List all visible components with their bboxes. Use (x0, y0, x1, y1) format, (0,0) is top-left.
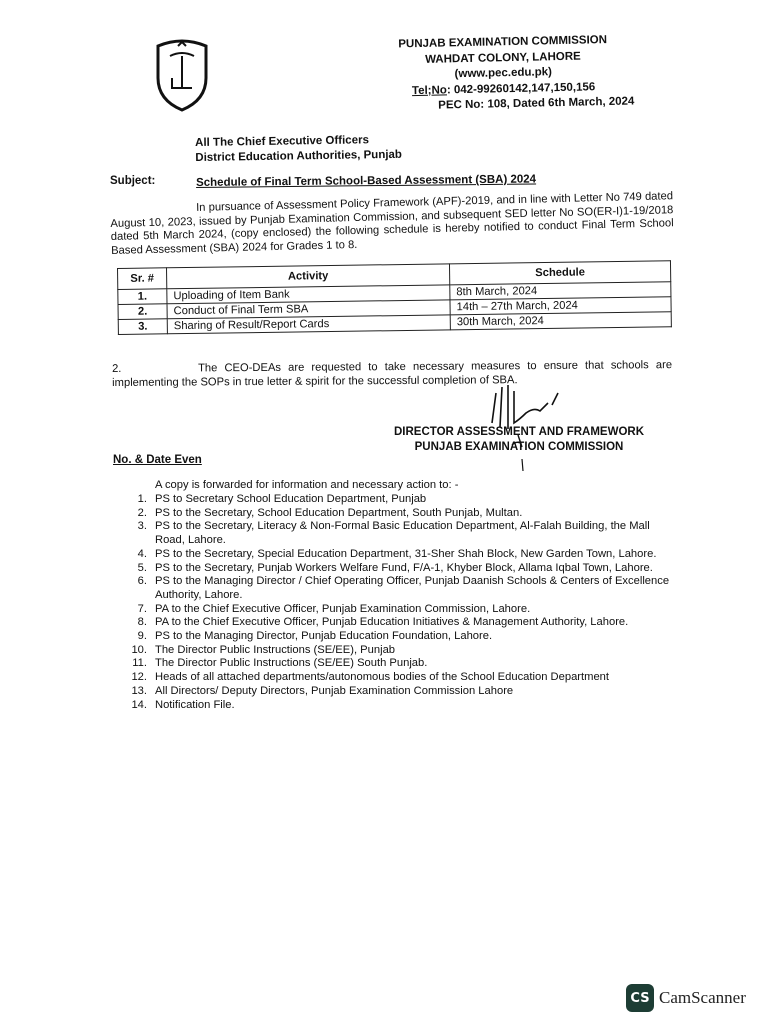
list-item (123, 562, 679, 576)
list-item-number: 2. (137, 506, 147, 519)
list-item-text: PS to the Managing Director / Chief Operating Officer, Punjab Daanish Schools & Centers of Excellence Authority, Lahore. (155, 575, 670, 601)
list-item (123, 616, 679, 630)
list-item-number: 3. (137, 520, 147, 533)
signatory-title: DIRECTOR ASSESSMENT AND FRAMEWORK (393, 426, 645, 438)
list-item-number: 10. (131, 643, 147, 656)
pec-logo-icon (148, 38, 216, 114)
list-item-text: PS to the Managing Director, Punjab Education Foundation, Lahore. (155, 630, 493, 643)
list-item (123, 520, 679, 547)
letterhead (370, 32, 637, 115)
addressee-line1: All The Chief Executive Officers (195, 134, 370, 149)
addressee-line2: District Education Authorities, Punjab (195, 148, 403, 164)
list-item (123, 657, 679, 671)
list-item-number: 4. (137, 547, 147, 560)
list-item (123, 493, 679, 507)
row-activity: Sharing of Result/Report Cards (167, 315, 450, 334)
list-item (123, 630, 679, 644)
list-item-number: 6. (137, 575, 147, 588)
camscanner-logo-icon: CS (626, 984, 654, 1012)
list-item-number: 7. (137, 602, 147, 615)
list-item-text: The Director Public Instructions (SE/EE), Punjab (155, 643, 396, 656)
tel-value: : 042-99260142,147,150,156 (446, 80, 596, 96)
paragraph-1: In pursuance of Assessment Policy Framework (APF)-2019, and in line with Letter No 749 dated August 10, 2023, issued by Punjab Examination Commission, and subsequent SED letter No SO(ER-I)1-19/2018 dated 5th March 2024, (copy enclosed) the following schedule is hereby notified to conduct Final Term School Based Assessment (SBA) 2024 for Grades 1 to 8. (110, 190, 674, 257)
paragraph-2-text: The CEO-DEAs are requested to take necessary measures to ensure that schools are implementing the SOPs in true letter & spirit for the successful completion of SBA. (112, 359, 673, 389)
org-name: PUNJAB EXAMINATION COMMISSION (398, 34, 608, 51)
list-item-text: PS to Secretary School Education Department, Punjab (155, 493, 427, 505)
row-number: 2. (118, 304, 167, 320)
subject-text: Schedule of Final Term School-Based Assessment (SBA) 2024 (196, 173, 537, 189)
paragraph-2 (112, 358, 672, 390)
row-activity: Uploading of Item Bank (167, 285, 450, 304)
list-item-text: PA to the Chief Executive Officer, Punjab Education Initiatives & Management Authority, Lahore. (155, 616, 629, 629)
list-item (123, 548, 679, 562)
list-item-text: Heads of all attached departments/autonomous bodies of the School Education Department (155, 671, 610, 684)
list-item-text: Notification File. (155, 698, 235, 711)
list-item-text: All Directors/ Deputy Directors, Punjab Examination Commission Lahore (155, 684, 514, 697)
copy-forwarded-intro: A copy is forwarded for information and necessary action to: - (155, 479, 459, 491)
row-schedule: 30th March, 2024 (450, 312, 671, 330)
signatory-block (378, 425, 660, 454)
list-item (123, 699, 679, 713)
list-item-text: PA to the Chief Executive Officer, Punjab Examination Commission, Lahore. (155, 602, 531, 615)
distribution-list (123, 493, 679, 712)
subject-label: Subject: (110, 175, 156, 187)
list-item-number: 13. (131, 684, 147, 697)
list-item (123, 644, 679, 658)
column-header: Sr. # (118, 268, 167, 290)
list-item-text: PS to the Secretary, Literacy & Non-Formal Basic Education Department, Al-Falah Building, the Mall Road, Lahore. (155, 520, 650, 547)
list-item-number: 5. (137, 561, 147, 574)
list-item-number: 1. (137, 493, 147, 505)
column-header: Schedule (449, 261, 670, 285)
signatory-org: PUNJAB EXAMINATION COMMISSION (414, 440, 624, 453)
number-and-date: No. & Date Even (113, 454, 202, 466)
tel-label: Tel;No (411, 83, 448, 97)
schedule-table (117, 260, 672, 335)
list-item-text: The Director Public Instructions (SE/EE) South Punjab. (155, 657, 428, 670)
list-item-text: PS to the Secretary, School Education Department, South Punjab, Multan. (155, 506, 523, 519)
row-number: 3. (118, 319, 167, 335)
org-address: WAHDAT COLONY, LAHORE (424, 50, 581, 66)
list-item-number: 14. (131, 698, 147, 711)
paragraph-number: 2. (112, 362, 122, 375)
row-number: 1. (118, 289, 167, 305)
column-header: Activity (167, 264, 450, 289)
row-activity: Conduct of Final Term SBA (167, 300, 450, 319)
list-item (123, 685, 679, 699)
org-website: (www.pec.edu.pk) (454, 66, 553, 81)
addressee (195, 133, 402, 166)
list-item-number: 11. (132, 657, 147, 670)
list-item-text: PS to the Secretary, Punjab Workers Welfare Fund, F/A-1, Khyber Block, Allama Iqbal Town, Lahore. (155, 561, 653, 574)
list-item-text: PS to the Secretary, Special Education Department, 31-Sher Shah Block, New Garden Town, Lahore. (155, 547, 657, 560)
list-item-number: 12. (131, 671, 147, 684)
list-item (123, 671, 679, 685)
list-item (123, 603, 679, 617)
list-item (123, 507, 679, 521)
list-item-number: 9. (137, 630, 147, 643)
row-schedule: 14th – 27th March, 2024 (450, 297, 671, 315)
row-schedule: 8th March, 2024 (450, 282, 671, 300)
list-item (123, 575, 679, 602)
list-item-number: 8. (137, 616, 147, 629)
letter-reference: PEC No: 108, Dated 6th March, 2024 (438, 95, 635, 112)
camscanner-watermark (626, 984, 746, 1012)
camscanner-label: CamScanner (659, 988, 746, 1007)
